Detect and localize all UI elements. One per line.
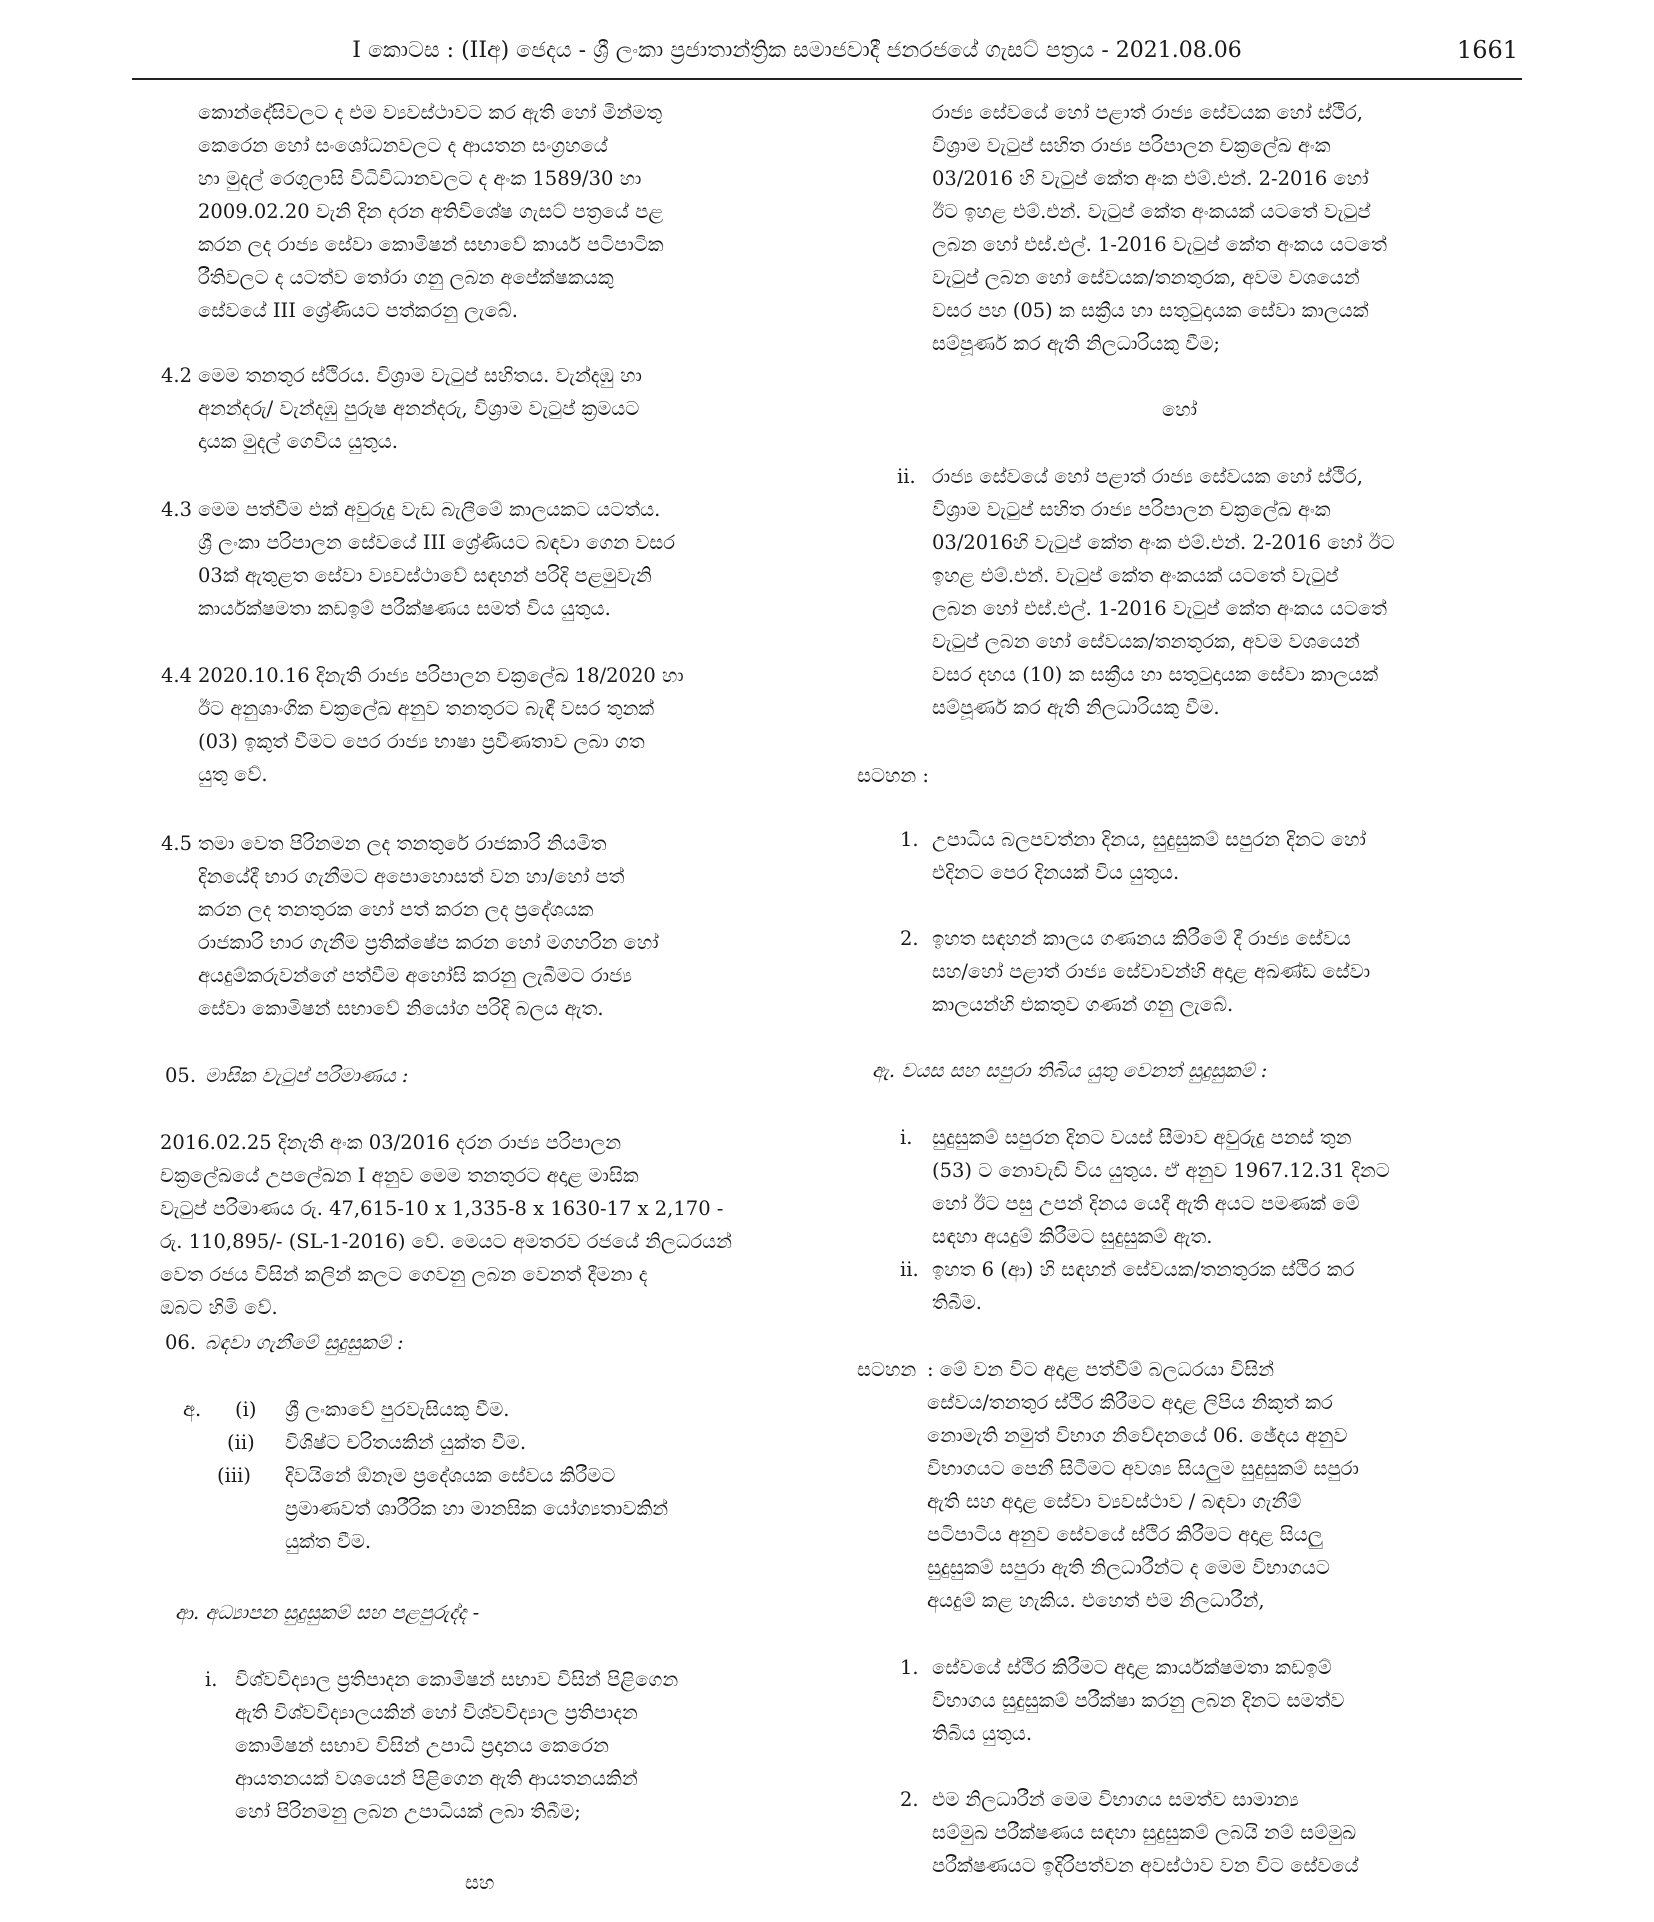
list-number: (i) (235, 1398, 257, 1421)
body-line: හා මුදල් රෙගුලාසි විධිවිධානවලට ද අංක 1589/30 හා (198, 167, 642, 190)
body-line: වැටුප් ලබන හෝ සේවයක/තනතුරක, අවම වශයෙන් (932, 266, 1360, 289)
body-line: ඊට අනුශාංගික චක්‍රලේඛ අනුව තනතුරට බැඳී වසර තුනක් (198, 697, 655, 720)
list-text: විශ්වවිද්‍යාල ප්‍රතිපාදන කොමිෂන් සභාව විසින් පිළිගෙන (235, 1668, 679, 1691)
body-line: විශ්‍රාම වැටුප් සහිත රාජ්‍ය පරිපාලන චක්‍රලේඛ අංක (932, 134, 1331, 157)
body-line: සේවා කොමිෂන් සභාවේ නියෝග පරිදි බලය ඇත. (198, 997, 604, 1020)
list-text: ඉහත 6 (ආ) හි සඳහන් සේවයක/තනතුරක ස්ථිර කර (932, 1258, 1355, 1281)
list-text: ඉහත සඳහන් කාලය ගණනය කිරීමේ දී රාජ්‍ය සේවය (932, 927, 1351, 950)
list-text: ආයතනයක් වශයෙන් පිළිගෙන ඇති ආයතනයකින් (235, 1767, 638, 1790)
list-number: 1. (900, 1656, 919, 1679)
list-text: (53) ට නොවැඩි විය යුතුය. ඒ අනුව 1967.12.31 දිනට (932, 1159, 1390, 1182)
body-line: කොන්දේසිවලට ද එම ව්‍යවස්ථාවට කර ඇති හෝ මින්මතු (198, 101, 663, 124)
body-line: සේවයේ III ශ්‍රේණියට පත්කරනු ලැබේ. (198, 299, 518, 322)
body-line: 03/2016 හි වැටුප් කේත අංක එම්.එන්. 2-2016 හෝ (932, 167, 1369, 190)
list-text: වැටුප් ලබන හෝ සේවයක/තනතුරක, අවම වශයෙන් (932, 630, 1360, 653)
list-text: විශිෂ්ට චරිතයකින් යුක්ත වීම. (285, 1431, 527, 1454)
body-line: ලබන හෝ එස්.එල්. 1-2016 වැටුප් කේත අංකය යටතේ (932, 233, 1388, 256)
body-line: වෙත රජය විසින් කලින් කලට ගෙවනු ලබන වෙනත් දීමනා ද (160, 1263, 648, 1286)
list-text: වසර දහය (10) ක සක්‍රීය හා සතුටුදායක සේවා කාලයක් (932, 663, 1379, 686)
list-text: සේවයේ ස්ථිර කිරීමට අදාළ කාර්යක්ෂමතා කඩඉම් (932, 1656, 1332, 1679)
list-label: අ. (183, 1398, 202, 1421)
section-number: 05. (165, 1064, 197, 1087)
list-text: සඳහා අයදුම් කිරීමට සුදුසුකම් ඇත. (932, 1225, 1213, 1248)
list-number: i. (900, 1126, 913, 1149)
body-line: යුතු වේ. (198, 763, 268, 786)
list-number: i. (205, 1668, 218, 1691)
body-line: කරන ලද රාජ්‍ය සේවා කොමිෂන් සභාවේ කාර්ය පටිපාටික (198, 233, 664, 256)
list-text: සම්මුඛ පරීක්ෂණය සඳහා සුදුසුකම් ලබයි නම් සම්මුඛ (932, 1821, 1357, 1844)
list-text: සම්පූර්ණ කර ඇති නිලධාරියකු වීම. (932, 696, 1220, 719)
list-number: 2. (900, 1788, 919, 1811)
list-number: 2. (900, 927, 919, 950)
body-line: රාජ්‍ය සේවයේ හෝ පළාත් රාජ්‍ය සේවයක හෝ ස්ථිර, (932, 101, 1363, 124)
body-line: වසර පහ (05) ක සක්‍රීය හා සතුටුදායක සේවා කාලයක් (932, 299, 1369, 322)
body-line: ඇති සහ අදාළ සේවා ව්‍යවස්ථාව / බඳවා ගැනීම් (927, 1490, 1302, 1513)
body-line: විභාගයට පෙනී සිටීමට අවශ්‍ය සියලුම සුදුසුකම් සපුරා (927, 1457, 1359, 1480)
gazette-title: I කොටස : (IIඅ) ජෙදය - ශ්‍රී ලංකා ප්‍රජාතාන්ත්‍රික සමාජවාදී ජනරජයේ ගැසට් පත්‍රය - 2021.08.06 (352, 38, 1242, 63)
body-line: කෙරෙන හෝ සංශෝධනවලට ද ආයතන සංග්‍රහයේ (198, 134, 608, 157)
section-number: 4.2 (161, 364, 193, 387)
conjunction-text: හෝ (1162, 398, 1198, 421)
section-title: මාසික වැටුප් පරිමාණය : (205, 1064, 409, 1087)
list-text: 03/2016හි වැටුප් කේත අංක එම්.එන්. 2-2016 හෝ ඊට (932, 531, 1395, 554)
subsection-heading: ඇ. වයස සහ සපුරා තිබිය යුතු වෙනත් සුදුසුකම් : (872, 1059, 1268, 1082)
body-line: 2020.10.16 දිනැති රාජ්‍ය පරිපාලන චක්‍රලේඛ 18/2020 හා (198, 664, 684, 687)
list-text: රාජ්‍ය සේවයේ හෝ පළාත් රාජ්‍ය සේවයක හෝ ස්ථිර, (932, 465, 1363, 488)
list-text: සහ/හෝ පළාත් රාජ්‍ය සේවාවන්හි අදාළ අඛණ්ඩ සේවා (932, 960, 1371, 983)
body-line: නොමැති නමුත් විභාග නිවේදනයේ 06. ඡේදය අනුව (927, 1424, 1348, 1447)
body-line: කාර්යක්ෂමතා කඩඉම් පරීක්ෂණය සමත් විය යුතුය. (198, 597, 611, 620)
list-text: පරීක්ෂණයට ඉදිරිපත්වන අවස්ථාව වන විට සේවයේ (932, 1854, 1359, 1877)
list-text: ප්‍රමාණවත් ශාරීරික හා මානසික යෝග්‍යතාවකින් (285, 1497, 669, 1520)
body-line: අනන්දරු/ වැන්දඹු පුරුෂ අනන්දරු, විශ්‍රාම වැටුප් ක්‍රමයට (198, 397, 640, 420)
list-text: හෝ ඊට පසු උපන් දිනය යෙදී ඇති අයට පමණක් මේ (932, 1192, 1360, 1215)
body-line: ශ්‍රී ලංකා පරිපාලන සේවයේ III ශ්‍රේණියට බඳවා ගෙන වසර (198, 531, 676, 554)
list-text: එදිනට පෙර දිනයක් විය යුතුය. (932, 861, 1180, 884)
list-text: තිබිය යුතුය. (932, 1722, 1033, 1745)
list-text: එම නිලධාරීන් මෙම විභාගය සමත්ව සාමාන්‍ය (932, 1788, 1299, 1811)
page-header (132, 26, 1522, 80)
list-text: හෝ පිරිනමනු ලබන උපාධියක් ලබා තිබීම; (235, 1800, 581, 1823)
list-text: ඉහළ එම්.එන්. වැටුප් කේත අංකයක් යටතේ වැටුප් (932, 564, 1339, 587)
body-line: 2009.02.20 වැනි දින දරන අතිවිශේෂ ගැසට් පත්‍රයේ පළ (198, 200, 664, 223)
body-line: කරන ලද තනතුරක හෝ පත් කරන ලද ප්‍රදේශයක (198, 898, 594, 921)
list-number: ii. (900, 1258, 919, 1281)
note-label: සටහන : (857, 764, 929, 787)
section-number: 4.4 (161, 664, 193, 687)
list-text: කාලයන්හි එකතුව ගණන් ගනු ලැබේ. (932, 993, 1234, 1016)
list-text: ශ්‍රී ලංකාවේ පුරවැසියකු වීම. (285, 1398, 510, 1421)
body-line: වැටුප් පරිමාණය රු. 47,615-10 x 1,335-8 x 1630-17 x 2,170 - (160, 1197, 724, 1220)
list-text: යුක්ත වීම. (285, 1530, 372, 1553)
list-text: දිවයිනේ ඕනෑම ප්‍රදේශයක සේවය කිරීමට (285, 1464, 616, 1487)
section-number: 06. (165, 1331, 197, 1354)
body-line: (03) ඉකුත් වීමට පෙර රාජ්‍ය භාෂා ප්‍රවීණතාව ලබා ගත (198, 730, 645, 753)
body-line: රීතිවලට ද යටත්ව තෝරා ගනු ලබන අපේක්ෂකයකු (198, 266, 614, 289)
list-text: ලබන හෝ එස්.එල්. 1-2016 වැටුප් කේත අංකය යටතේ (932, 597, 1388, 620)
list-text: කොමිෂන් සභාව විසින් උපාධි ප්‍රදානය කෙරෙන (235, 1734, 609, 1757)
body-line: ඔබට හිමි වේ. (160, 1296, 278, 1319)
body-line: සුදුසුකම් සපුරා ඇති නිලධාරීන්ට ද මෙම විභාගයට (927, 1556, 1330, 1579)
body-line: රාජකාරි භාර ගැනීම ප්‍රතික්ෂේප කරන හෝ මගහරින හෝ (198, 931, 659, 954)
body-line: පටිපාටිය අනුව සේවයේ ස්ථිර කිරීමට අදාළ සියලු (927, 1523, 1323, 1546)
body-line: ඊට ඉහළ එම්.එන්. වැටුප් කේත අංකයක් යටතේ වැටුප් (932, 200, 1371, 223)
list-number: 1. (900, 828, 919, 851)
list-text: විභාගය සුදුසුකම් පරීක්ෂා කරනු ලබන දිනට සමත්ව (932, 1689, 1345, 1712)
subsection-heading: ආ. අධ්‍යාපන සුදුසුකම් සහ පළපුරුද්ද - (175, 1601, 480, 1624)
body-line: අයදුම්කරුවන්ගේ පත්වීම අහෝසි කරනු ලැබීමට රාජ්‍ය (198, 964, 632, 987)
conjunction-text: සහ (465, 1871, 495, 1894)
body-line: දායක මුදල් ගෙවිය යුතුය. (198, 430, 399, 453)
body-line: අයදුම් කළ හැකිය. එහෙත් එම නිලධාරීන්, (927, 1589, 1265, 1612)
list-number: (ii) (227, 1431, 255, 1454)
list-text: තිබීම. (932, 1291, 982, 1314)
body-line: : මේ වන විට අදාළ පත්වීම් බලධරයා විසින් (927, 1358, 1275, 1381)
body-line: මෙම පත්වීම එක් අවුරුදු වැඩ බැලීමේ කාලයකට යටත්ය. (198, 498, 661, 521)
list-text: උපාධිය බලපවත්නා දිනය, සුදුසුකම් සපුරන දිනට හෝ (932, 828, 1366, 851)
body-line: චක්‍රලේඛයේ උපලේඛන I අනුව මෙම තනතුරට අදාළ මාසික (160, 1164, 639, 1187)
body-line: රු. 110,895/- (SL-1-2016) වේ. මෙයට අමතරව රජයේ නිලධරයන් (160, 1230, 732, 1253)
section-number: 4.3 (161, 498, 193, 521)
note-label: සටහන (857, 1358, 917, 1381)
body-line: සම්පූර්ණ කර ඇති නිලධාරියකු වීම; (932, 332, 1220, 355)
list-number: ii. (897, 465, 916, 488)
list-number: (iii) (217, 1464, 251, 1487)
body-line: 03ක් ඇතුළත සේවා ව්‍යවස්ථාවේ සඳහන් පරිදි පළමුවැනි (198, 564, 652, 587)
section-number: 4.5 (161, 832, 193, 855)
body-line: මෙම තනතුර ස්ථිරය. විශ්‍රාම වැටුප් සහිතය. වැන්දඹු හා (198, 364, 642, 387)
list-text: සුදුසුකම් සපුරන දිනට වයස් සීමාව අවුරුදු පනස් තුන (932, 1126, 1352, 1149)
body-line: සේවය/තනතුර ස්ථිර කිරීමට අදාළ ලිපිය නිකුත් කර (927, 1391, 1333, 1414)
section-title: බඳවා ගැනීමේ සුදුසුකම් : (205, 1331, 404, 1354)
body-line: දිනයේදී භාර ගැනීමට අපොහොසත් වන හා/හෝ පත් (198, 865, 625, 888)
body-line: තමා වෙත පිරිනමන ලද තනතුරේ රාජකාරි නියමිත (198, 832, 607, 855)
list-text: ඇති විශ්වවිද්‍යාලයකින් හෝ විශ්වවිද්‍යාල ප්‍රතිපාදන (235, 1701, 638, 1724)
page-number: 1661 (1456, 36, 1518, 64)
body-line: 2016.02.25 දිනැති අංක 03/2016 දරන රාජ්‍ය පරිපාලන (160, 1131, 622, 1154)
list-text: විශ්‍රාම වැටුප් සහිත රාජ්‍ය පරිපාලන චක්‍රලේඛ අංක (932, 498, 1331, 521)
